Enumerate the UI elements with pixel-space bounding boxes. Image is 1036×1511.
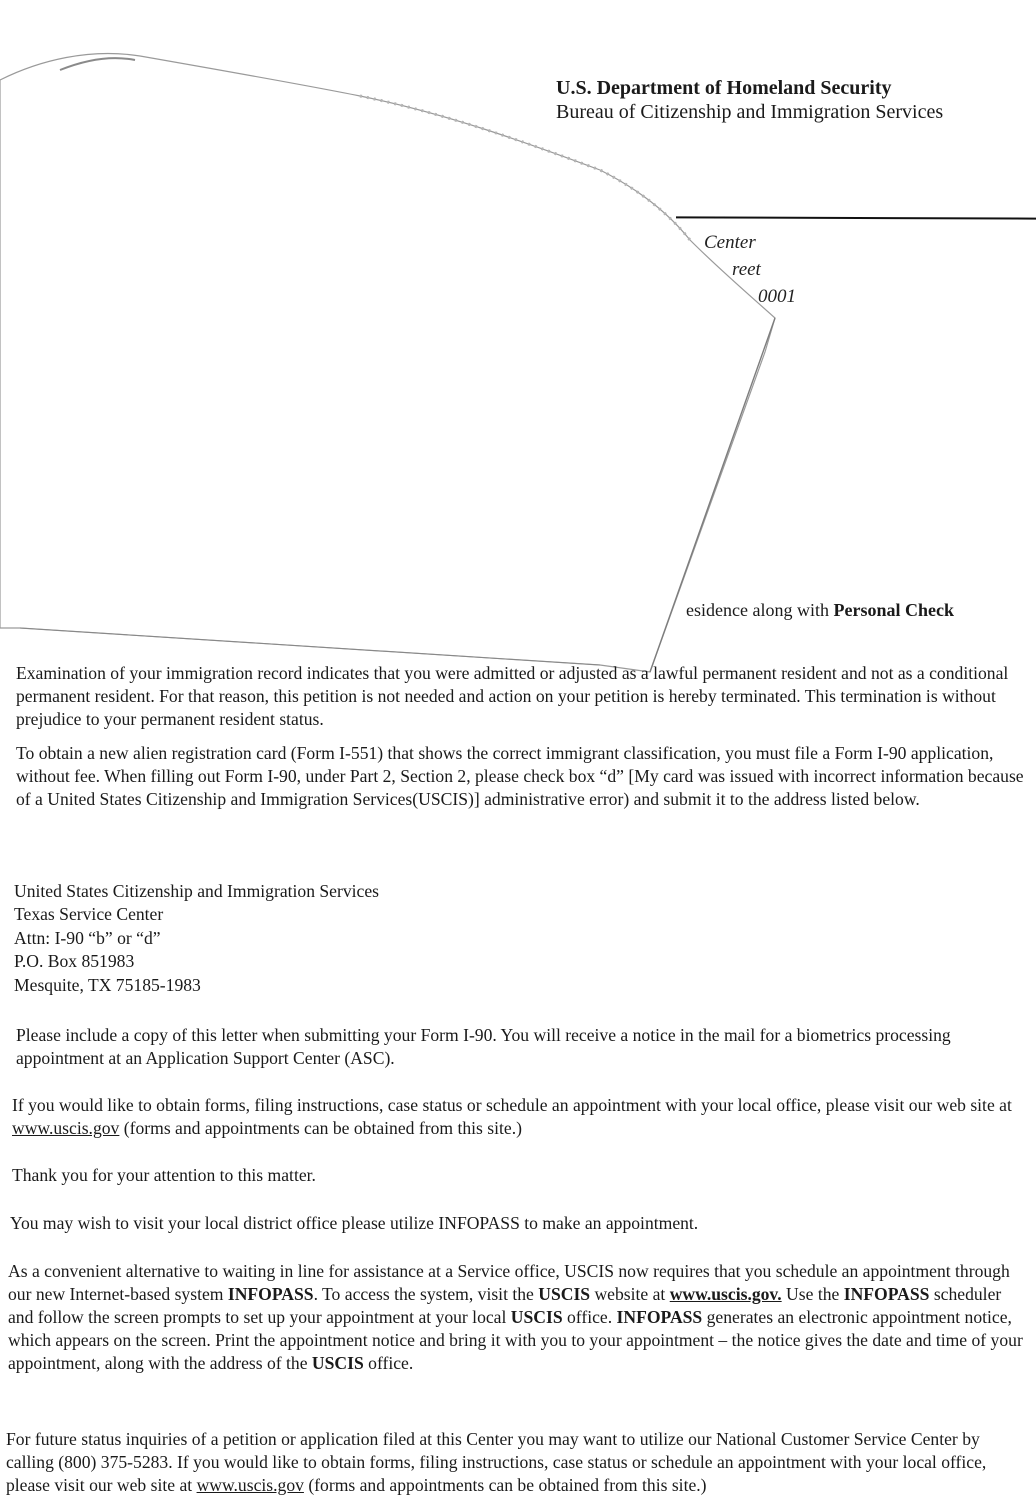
infopass-text-7: generates an electronic appointment notice, which appears on the screen. Print the appointment notice and bring it with you to your appointment – the notice gives the date and time of your appointment, along with the address of the [8,1307,1023,1373]
address-fragment-2: reet [732,259,761,280]
website-text-a: If you would like to obtain forms, filing instructions, case status or schedule an appointment with your local office, please visit our web site at [12,1095,1012,1115]
address-line-2: Texas Service Center [14,904,164,925]
infopass-bold-2: INFOPASS [843,1284,930,1304]
address-line-5: Mesquite, TX 75185-1983 [14,974,201,995]
uscis-link-2[interactable]: www.uscis.gov [196,1475,304,1495]
paragraph-infopass-visit: You may wish to visit your local district office please utilize INFOPASS to make an appointment. [10,1213,699,1233]
re-line-bold: Personal Check [833,600,954,620]
paragraph-form-i90: To obtain a new alien registration card (Form I-551) that shows the correct immigrant classification, you must file a Form I-90 application, without fee. When filling out Form I-90, under Part 2, Section 2, please check box “d” [My card was issued with incorrect information because of a United States Citizenship and Immigration Services(USCIS)] administrative error) and submit it to the address listed below. [16,743,1024,809]
folded-paper-overlay [0,0,1036,700]
uscis-bold-2: USCIS [510,1307,563,1327]
address-fragment-1: Center [704,232,756,253]
infopass-text-1: As a convenient alternative to waiting in line for assistance at a Service office, USCIS now requires that you schedule an appointment through our new Internet-based system [8,1261,1010,1304]
infopass-text-4: Use the [781,1284,844,1304]
status-text-a: For future status inquiries of a petition or application filed at this Center you may want to utilize our National Customer Service Center by calling (800) 375-5283. If you would like to obtain forms, filing instructions, case status or schedule an appointment with your local office, please visit our web site at [6,1429,987,1495]
paragraph-infopass-details [8,1260,1024,1375]
bureau-name: Bureau of Citizenship and Immigration Services [556,101,944,123]
paragraph-status-inquiries [6,1428,1022,1497]
re-line [686,600,954,621]
department-name: U.S. Department of Homeland Security [556,77,892,99]
uscis-link[interactable]: www.uscis.gov [12,1118,120,1138]
status-text-b: (forms and appointments can be obtained from this site.) [303,1475,707,1495]
infopass-text-5: scheduler and follow the screen prompts to set up your appointment at your local [8,1284,1002,1327]
uscis-bold-3: USCIS [311,1353,364,1373]
paragraph-website [12,1094,1028,1140]
re-line-text: esidence along with [686,600,834,620]
paragraph-termination: Examination of your immigration record indicates that you were admitted or adjusted as a lawful permanent resident and not as a conditional permanent resident. For that reason, this petition is not needed and action on your petition is hereby terminated. This termination is without prejudice to your permanent resident status. [16,663,1009,729]
address-line-1: United States Citizenship and Immigration Services [14,881,380,901]
paragraph-thanks: Thank you for your attention to this matter. [12,1165,316,1185]
uscis-link-bold[interactable]: www.uscis.gov. [669,1284,782,1304]
paragraph-biometrics: Please include a copy of this letter when submitting your Form I-90. You will receive a notice in the mail for a biometrics processing appointment at an Application Support Center (ASC). [16,1025,951,1068]
infopass-text-3: website at [590,1284,670,1304]
infopass-text-6: office. [562,1307,617,1327]
address-line-4: P.O. Box 851983 [14,951,135,972]
website-text-b: (forms and appointments can be obtained from this site.) [119,1118,522,1138]
address-line-3: Attn: I-90 “b” or “d” [14,927,161,948]
infopass-bold-1: INFOPASS [227,1284,314,1304]
infopass-text-8: office. [363,1353,414,1373]
infopass-text-2: . To access the system, visit the [313,1284,539,1304]
infopass-bold-3: INFOPASS [616,1307,703,1327]
mailing-address [14,880,379,997]
address-fragment-3: 0001 [758,286,796,307]
uscis-bold-1: USCIS [538,1284,591,1304]
